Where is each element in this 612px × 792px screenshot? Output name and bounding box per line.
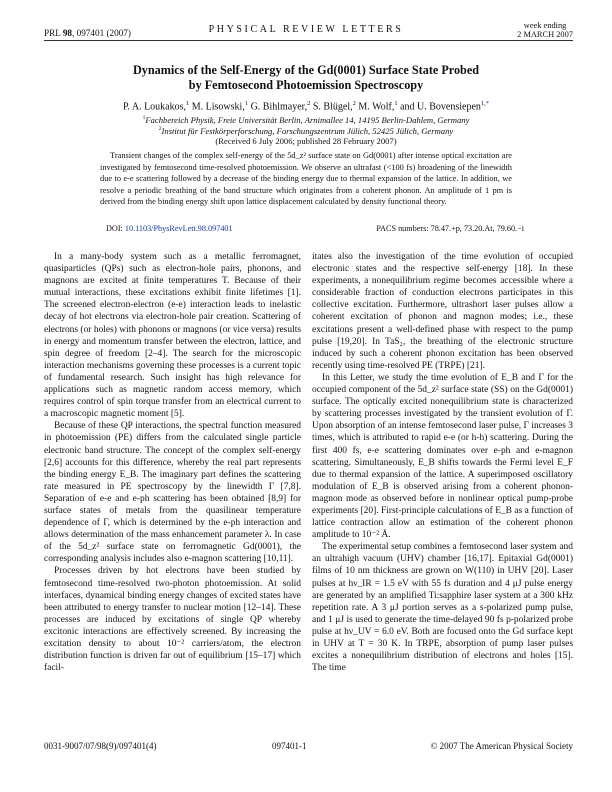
affiliation-text: Institut für Festkörperforschung, Forschungszentrum Jülich, 52425 Jülich, Germany [161, 125, 454, 136]
week-ending-date: 2 MARCH 2007 [517, 30, 573, 39]
author: M. Wolf, [358, 101, 395, 113]
author: S. Blügel, [312, 101, 353, 113]
author-affiliation-mark: 1 [244, 100, 249, 107]
affiliation-text: Fachbereich Physik, Freie Universität Berlin, Arnimallee 14, 14195 Berlin-Dahlem, Germany [145, 114, 470, 125]
footer-copyright: © 2007 The American Physical Society [430, 741, 573, 751]
author-list [0, 100, 612, 112]
journal-name: PHYSICAL REVIEW LETTERS [208, 24, 404, 35]
body-paragraph: In a many-body system such as a metallic ferromagnet, quasiparticles (QPs) such as electron-hole pairs, phonons, and magnons are excited at finite temperatures T. Because of their mutual interactions, these excitations exhibit finite lifetimes [1]. The screened electron-electron (e-e) interaction leads to inelastic decay of hot electrons via electron-hole pair creation. Scattering of electrons (or holes) with phonons or magnons (or vice versa) results in energy and momentum transfer between the electron, lattice, and spin degree of freedom [2–4]. The search for the microscopic interaction mechanisms governing these processes is a current topic of fundamental research. Such insight has high relevance for applications such as magnetic random access memory, which requires control of spin torque transfer from an electrical current to a macroscopic magnetic moment [5]. [44, 252, 301, 420]
journal-ref-prefix: PRL [44, 28, 63, 38]
doi-label: DOI: [106, 224, 123, 233]
author-affiliation-mark: 1 [186, 100, 190, 107]
affiliation-number: 1, [480, 100, 486, 107]
volume-number: 98 [62, 28, 72, 38]
title-line-1: Dynamics of the Self-Energy of the Gd(0001) Surface State Probed [132, 63, 480, 77]
footer-page-number: 097401-1 [272, 741, 307, 751]
abstract: Transient changes of the complex self-energy of the 5d_z² surface state on Gd(0001) after intense optical excitation are investigated by femtosecond time-resolved photoemission. We observe an ultrafast (<100 fs) broadening of the linewidth due to e-e scattering followed by a decrease of the binding energy due to thermal expansion of the lattice. In addition, we resolve a periodic breathing of the band structure which originates from a coherent phonon. An amplitude of 1 pm is derived from the binding energy shift upon lattice displacement calculated by density functional theory. [100, 151, 512, 206]
body-paragraph: Processes driven by hot electrons have been studied by femtosecond time-resolved two-photon photoemission. At solid interfaces, dynamical binding energy changes of excited states have been attributed to energy transfer to nuclear motion [12–14]. These processes are induced by excitations of single QP whereby excitonic interactions are effectively screened. By increasing the excitation density to about 10⁻² carriers/atom, the electron distribution function is driven far out of equilibrium [15–17] which facil- [44, 566, 301, 674]
author-affiliation-mark [481, 100, 489, 107]
week-ending-label: week ending [523, 21, 567, 30]
header-rule [44, 40, 573, 41]
doi-link[interactable]: 10.1103/PhysRevLett.98.097401 [124, 224, 233, 233]
author: P. A. Loukakos, [122, 101, 187, 113]
author-affiliation-mark: 2 [307, 100, 311, 107]
received-dates: (Received 6 July 2006; published 28 February 2007) [215, 136, 397, 146]
doi [106, 224, 233, 233]
author: and U. Bovensiepen [400, 101, 481, 113]
body-paragraph: itates also the investigation of the time evolution of occupied electronic states and the respective self-energy [18]. In these experiments, a nonequilibrium regime becomes accessible where a considerable fraction of conduction electrons participates in this collective excitation. Furthermore, ultrashort laser pulses allow a coherent excitation of phonon and magnon modes; i.e., these excitations present a well-defined phase with respect to the pump pulse [19,20]. In TaS₂, the breathing of the electronic structure induced by such a coherent phonon excitation has been observed recently using time-resolved PE (TRPE) [21]. [312, 252, 573, 371]
journal-ref-suffix: , 097401 (2007) [72, 28, 131, 38]
body-paragraph: Because of these QP interactions, the spectral function measured in photoemission (PE) differs from the calculated single particle electronic band structure. The concept of the complex self-energy [2,6] accounts for this difference, whereby the real part represents the binding energy E_B. The imaginary part defines the scattering rate measured in PE spectroscopy by the linewidth Γ [7,8]. Separation of e-e and e-ph scattering has been obtained [8,9] for surface states of metals from the quasilinear temperature dependence of Γ, which is determined by the e-ph interaction and allows determination of the mass enhancement parameter λ. In case of the 5d_z² surface state on ferromagnetic Gd(0001), the corresponding analysis includes also e-magnon scattering [10,11]. [44, 421, 301, 565]
footer-code: 0031-9007/07/98(9)/097401(4) [44, 741, 157, 751]
body-paragraph: In this Letter, we study the time evolution of E_B and Γ for the occupied component of the 5d_z² surface state (SS) on the Gd(0001) surface. The optically excited nonequilibrium state is characterized by scattering processes investigated by the transient evolution of Γ. Upon absorption of an intense femtosecond laser pulse, Γ increases 3 times, which is attributed to rapid e-e (or h-h) scattering. During the first 400 fs, e-e scattering dominates over e-ph and e-magnon scattering. Simultaneously, E_B shifts towards the Fermi level E_F due to thermal expansion of the lattice. A superimposed oscillatory modulation of E_B is observed arising from a coherent phonon-magnon mode as observed before in nonlinear optical pump-probe experiments [20]. First-principle calculations of E_B as a function of lattice contraction allow an estimation of the coherent phonon amplitude to 10⁻² Å. [312, 372, 573, 541]
pacs-numbers: PACS numbers: 78.47.+p, 73.20.At, 79.60.−i [376, 224, 524, 233]
body-paragraph: The experimental setup combines a femtosecond laser system and an ultrahigh vacuum (UHV) chamber [16,17]. Epitaxial Gd(0001) films of 10 nm thickness are grown on W(110) in UHV [20]. Laser pulses at hν_IR = 1.5 eV with 55 fs duration and 4 μJ pulse energy are generated by an amplified Ti:sapphire laser system at a 300 kHz repetition rate. A 3 μJ portion serves as a s-polarized pump pulse, and 1 μJ is used to generate the time-delayed 90 fs p-polarized probe pulse at hν_UV = 6.0 eV. Both are focused onto the Gd surface kept in UHV at T = 30 K. In TRPE, absorption of pump laser pulses excites a nonequilibrium distribution of electrons and holes [15]. The time [312, 542, 573, 674]
body-right-column [312, 251, 573, 674]
author-affiliation-mark: 1 [394, 100, 398, 107]
author: M. Lisowski, [191, 101, 245, 113]
affiliation-2 [0, 124, 612, 137]
week-ending [517, 21, 573, 39]
title-line-2: by Femtosecond Photoemission Spectroscopy [188, 78, 424, 92]
author: G. Bihlmayer, [250, 101, 308, 113]
corresponding-author-link[interactable]: * [485, 100, 490, 107]
affiliation-number: 1 [142, 115, 146, 121]
paper-title [0, 63, 612, 93]
body-left-column [44, 251, 301, 674]
affiliation-number: 2 [158, 126, 162, 132]
author-affiliation-mark: 2 [352, 100, 356, 107]
